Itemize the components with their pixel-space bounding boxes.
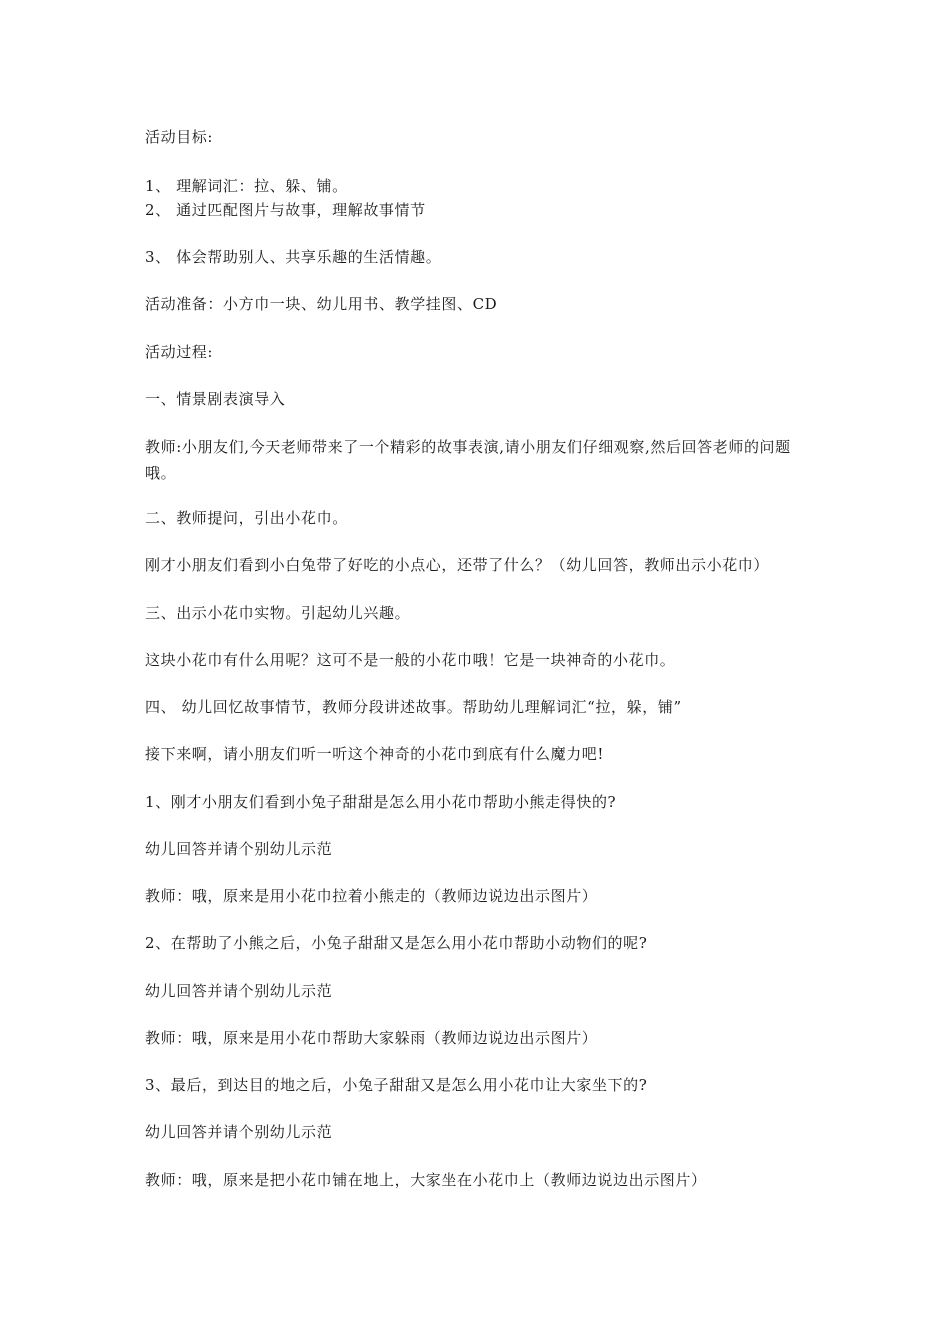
- question-2-teacher: 教师：哦，原来是用小花巾帮助大家躲雨（教师边说边出示图片）: [145, 1029, 598, 1047]
- objective-item: 3、 体会帮助别人、共享乐趣的生活情趣。: [145, 248, 442, 266]
- step4-intro: 接下来啊，请小朋友们听一听这个神奇的小花巾到底有什么魔力吧!: [145, 745, 605, 763]
- question-1-answer: 幼儿回答并请个别幼儿示范: [145, 840, 333, 858]
- step3-heading: 三、出示小花巾实物。引起幼儿兴趣。: [145, 604, 411, 622]
- question-2-answer: 幼儿回答并请个别幼儿示范: [145, 982, 333, 1000]
- step2-heading: 二、教师提问，引出小花巾。: [145, 509, 348, 527]
- objective-item: 1、 理解词汇：拉、躲、铺。: [145, 177, 348, 195]
- question-3: 3、最后，到达目的地之后，小兔子甜甜又是怎么用小花巾让大家坐下的?: [145, 1076, 648, 1094]
- objectives-heading: 活动目标:: [145, 128, 214, 146]
- step1-text: 教师:小朋友们,今天老师带来了一个精彩的故事表演,请小朋友们仔细观察,然后回答老师的问题哦。: [145, 438, 791, 482]
- question-3-teacher: 教师：哦，原来是把小花巾铺在地上，大家坐在小花巾上（教师边说边出示图片）: [145, 1171, 707, 1189]
- step2-text: 刚才小朋友们看到小白兔带了好吃的小点心，还带了什么？（幼儿回答，教师出示小花巾）: [145, 556, 770, 574]
- question-3-answer: 幼儿回答并请个别幼儿示范: [145, 1123, 333, 1141]
- question-1: 1、刚才小朋友们看到小兔子甜甜是怎么用小花巾帮助小熊走得快的?: [145, 793, 617, 811]
- step1-heading: 一、情景剧表演导入: [145, 390, 286, 408]
- question-1-teacher: 教师：哦，原来是用小花巾拉着小熊走的（教师边说边出示图片）: [145, 887, 598, 905]
- step4-heading: 四、 幼儿回忆故事情节，教师分段讲述故事。帮助幼儿理解词汇“拉，躲，铺”: [145, 698, 682, 716]
- step3-text: 这块小花巾有什么用呢？这可不是一般的小花巾哦！它是一块神奇的小花巾。: [145, 651, 676, 669]
- question-2: 2、在帮助了小熊之后，小兔子甜甜又是怎么用小花巾帮助小动物们的呢?: [145, 934, 648, 952]
- preparation-text: 活动准备：小方巾一块、幼儿用书、教学挂图、CD: [145, 295, 498, 313]
- process-heading: 活动过程:: [145, 343, 214, 361]
- objective-item: 2、 通过匹配图片与故事，理解故事情节: [145, 201, 426, 219]
